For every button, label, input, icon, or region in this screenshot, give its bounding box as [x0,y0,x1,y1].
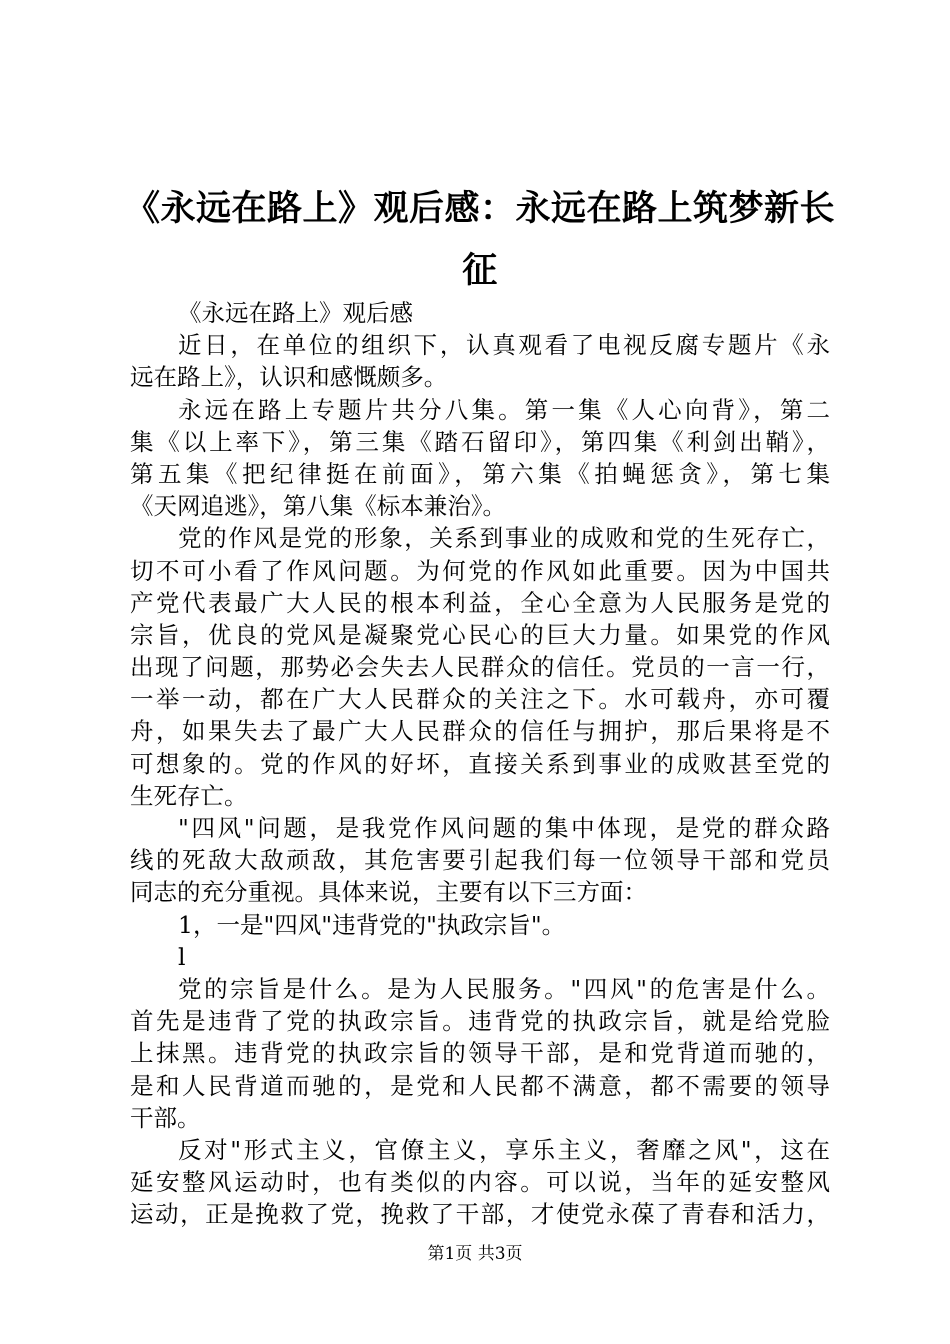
paragraph-line: 首先是违背了党的执政宗旨。违背党的执政宗旨，就是给党脸 [130,1007,830,1036]
paragraph-line: 党的作风是党的形象，关系到事业的成败和党的生死存亡， [178,524,830,553]
paragraph-line: 产党代表最广大人民的根本利益，全心全意为人民服务是党的 [130,588,830,617]
paragraph-line: 干部。 [130,1103,201,1132]
paragraph-line: 切不可小看了作风问题。为何党的作风如此重要。因为中国共 [130,556,830,585]
paragraph-line: 生死存亡。 [130,781,248,810]
subtitle-line: 《永远在路上》观后感 [178,299,413,327]
paragraph-line: 延安整风运动时，也有类似的内容。可以说，当年的延安整风 [130,1168,830,1197]
paragraph-line: 运动，正是挽救了党，挽救了干部，才使党永葆了青春和活力， [130,1200,830,1229]
document-body [130,297,830,1230]
paragraph-line: 远在路上》，认识和感慨颇多。 [130,363,448,392]
paragraph-line: 出现了问题，那势必会失去人民群众的信任。党员的一言一行， [130,653,830,682]
paragraph-line: 反对"形式主义，官僚主义，享乐主义，奢靡之风"，这在 [178,1135,830,1164]
paragraph-line: 第五集《把纪律挺在前面》，第六集《拍蝇惩贪》，第七集 [130,459,830,488]
paragraph-line: 集《以上率下》，第三集《踏石留印》，第四集《利剑出鞘》， [130,427,830,456]
paragraph-line: 《天网追逃》，第八集《标本兼治》。 [130,492,506,521]
title-line-2: 征 [462,251,498,291]
paragraph-line: 近日，在单位的组织下，认真观看了电视反腐专题片《永 [178,331,830,360]
stray-marker-line: l [178,942,186,971]
paragraph-line: 永远在路上专题片共分八集。第一集《人心向背》，第二 [178,395,830,424]
document-title [120,178,840,302]
paragraph-line: 可想象的。党的作风的好坏，直接关系到事业的成败甚至党的 [130,749,830,778]
paragraph-line: 同志的充分重视。具体来说，主要有以下三方面： [130,878,647,907]
paragraph-line: 一举一动，都在广大人民群众的关注之下。水可载舟，亦可覆 [130,685,830,714]
paragraph-line: 是和人民背道而驰的，是党和人民都不满意，都不需要的领导 [130,1071,830,1100]
page-number: 第1页 共3页 [427,1244,523,1264]
paragraph-line: 宗旨，优良的党风是凝聚党心民心的巨大力量。如果党的作风 [130,620,830,649]
paragraph-line: "四风"问题，是我党作风问题的集中体现，是党的群众路 [178,814,830,842]
list-item-line: 1，一是"四风"违背党的"执政宗旨"。 [178,910,566,939]
paragraph-line: 党的宗旨是什么。是为人民服务。"四风"的危害是什么。 [178,974,830,1003]
paragraph-line: 线的死敌大敌顽敌，其危害要引起我们每一位领导干部和党员 [130,846,830,875]
paragraph-line: 上抹黑。违背党的执政宗旨的领导干部，是和党背道而驰的， [130,1039,830,1068]
paragraph-line: 舟，如果失去了最广大人民群众的信任与拥护，那后果将是不 [130,717,830,746]
page-footer [0,1243,950,1265]
title-line-1: 《永远在路上》观后感：永远在路上筑梦新长 [124,189,835,229]
